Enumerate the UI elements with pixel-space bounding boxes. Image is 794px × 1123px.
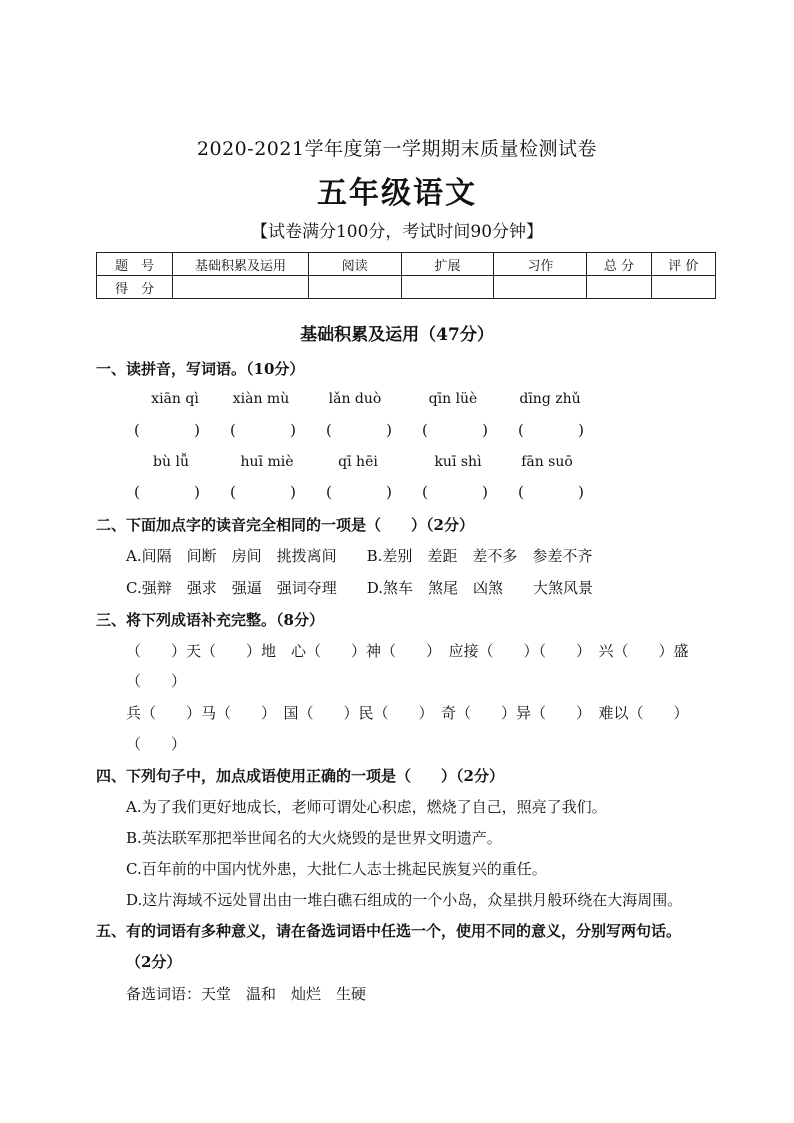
idiom-line-wrap: （ ） [126,735,187,753]
pinyin-label: lǎn duò [328,391,382,407]
pinyin-label: huī miè [240,454,294,470]
open-paren: ( [422,483,428,501]
pinyin-label: qī hēi [338,454,378,470]
score-table-cell: 扩展 [401,253,494,276]
answer-blank[interactable] [326,421,392,439]
answer-blank[interactable] [518,421,584,439]
close-paren: ) [578,421,584,439]
question-1-title: 一、读拼音，写词语。（10分） [96,360,305,378]
score-table-cell: 总 分 [587,253,651,276]
close-paren: ) [290,483,296,501]
section-title: 基础积累及运用（47分） [300,325,494,345]
open-paren: ( [134,421,140,439]
answer-blank[interactable] [134,483,200,501]
pinyin-label: dīng zhǔ [519,391,581,407]
pinyin-label: xiàn mù [232,391,290,407]
question-4-option: C.百年前的中国内忧外患，大批仁人志士挑起民族复兴的重任。 [126,860,547,878]
score-table [96,252,716,299]
question-2-title: 二、下面加点字的读音完全相同的一项是（ ）（2分） [96,516,474,534]
close-paren: ) [386,483,392,501]
question-2-options-cd: C.强辩 强求 强逼 强词夺理 D.煞车 煞尾 凶煞 大煞风景 [126,579,593,597]
score-table-cell: 基础积累及运用 [173,253,308,276]
score-cell-blank[interactable] [308,276,401,299]
pinyin-label: fān suō [521,454,573,470]
score-cell-blank[interactable] [494,276,587,299]
exam-note: 【试卷满分100分，考试时间90分钟】 [250,222,544,242]
open-paren: ( [230,421,236,439]
question-5-candidates: 备选词语：天堂 温和 灿烂 生硬 [126,985,367,1003]
question-2-options-ab: A.间隔 间断 房间 挑拨离间 B.差别 差距 差不多 参差不齐 [126,547,593,565]
pinyin-label: xiān qì [151,391,199,407]
question-5-points: （2分） [126,953,182,971]
open-paren: ( [518,421,524,439]
score-cell-blank[interactable] [587,276,651,299]
pinyin-label: bù lǚ [153,454,189,470]
answer-blank[interactable] [422,421,488,439]
answer-blank[interactable] [518,483,584,501]
close-paren: ) [386,421,392,439]
close-paren: ) [290,421,296,439]
open-paren: ( [326,483,332,501]
score-table-score-row [97,276,716,299]
score-table-cell: 题 号 [97,253,173,276]
idiom-line: （ ）天（ ）地 心（ ）神（ ） 应接（ ）（ ） 兴（ ）盛 [126,642,689,660]
open-paren: ( [134,483,140,501]
answer-blank[interactable] [326,483,392,501]
idiom-line: 兵（ ）马（ ） 国（ ）民（ ） 奇（ ）异（ ） 难以（ ） [126,704,689,722]
open-paren: ( [518,483,524,501]
open-paren: ( [230,483,236,501]
score-cell-blank[interactable] [173,276,308,299]
question-5-title: 五、有的词语有多种意义，请在备选词语中任选一个，使用不同的意义，分别写两句话。 [96,922,682,940]
question-4-option: D.这片海域不远处冒出由一堆白礁石组成的一个小岛，众星拱月般环绕在大海周围。 [126,891,683,909]
question-4-option: B.英法联军那把举世闻名的大火烧毁的是世界文明遗产。 [126,829,502,847]
score-table-cell: 阅读 [308,253,401,276]
score-table-header-row [97,253,716,276]
close-paren: ) [482,421,488,439]
idiom-line-wrap: （ ） [126,672,187,690]
score-row-label: 得 分 [97,276,173,299]
score-table-cell: 评 价 [651,253,715,276]
pinyin-label: qīn lüè [428,391,478,407]
answer-blank[interactable] [230,421,296,439]
close-paren: ) [194,421,200,439]
exam-title: 五年级语文 [317,176,477,211]
close-paren: ) [578,483,584,501]
open-paren: ( [422,421,428,439]
question-4-title: 四、下列句子中，加点成语使用正确的一项是（ ）（2分） [96,767,504,785]
question-4-option: A.为了我们更好地成长，老师可谓处心积虑，燃烧了自己，照亮了我们。 [126,798,607,816]
close-paren: ) [482,483,488,501]
answer-blank[interactable] [230,483,296,501]
question-3-title: 三、将下列成语补充完整。（8分） [96,611,324,629]
score-cell-blank[interactable] [401,276,494,299]
score-cell-blank[interactable] [651,276,715,299]
answer-blank[interactable] [134,421,200,439]
open-paren: ( [326,421,332,439]
close-paren: ) [194,483,200,501]
exam-header: 2020-2021学年度第一学期期末质量检测试卷 [196,138,598,160]
answer-blank[interactable] [422,483,488,501]
score-table-cell: 习作 [494,253,587,276]
pinyin-label: kuī shì [434,454,482,470]
